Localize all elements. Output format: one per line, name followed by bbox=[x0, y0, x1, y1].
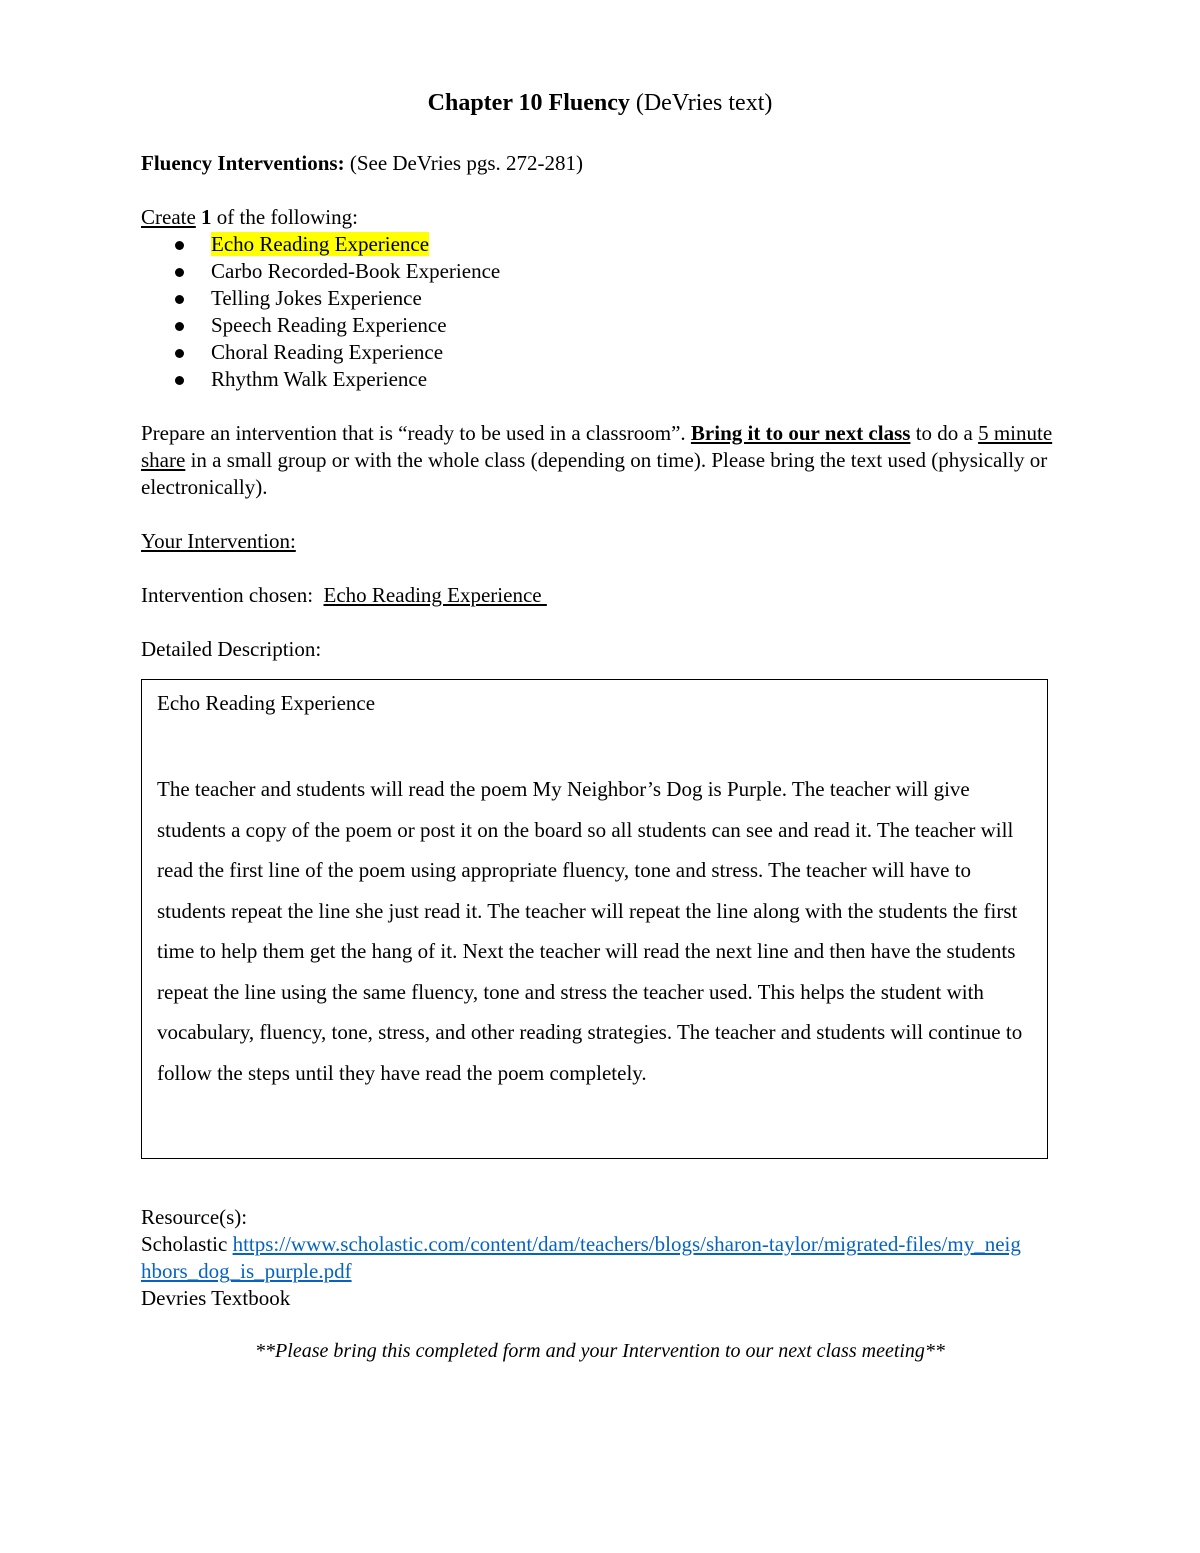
interventions-label: Fluency Interventions: bbox=[141, 151, 345, 175]
options-list bbox=[141, 231, 1061, 393]
description-box bbox=[141, 679, 1048, 1159]
title-rest: (DeVries text) bbox=[629, 90, 773, 116]
create-line bbox=[141, 204, 1061, 231]
list-item bbox=[141, 285, 1061, 312]
instructions-part2: to do a bbox=[910, 421, 979, 445]
footer-note: **Please bring this completed form and your Intervention to our next class meeting** bbox=[255, 1340, 945, 1362]
resources-label: Resource(s): bbox=[141, 1205, 248, 1229]
instructions-share: 5 minute share bbox=[141, 421, 1053, 472]
interventions-note: (See DeVries pgs. 272-281) bbox=[344, 151, 584, 175]
resources-section bbox=[141, 1204, 1061, 1312]
bullet-icon bbox=[175, 376, 184, 385]
your-intervention-label: Your Intervention: bbox=[141, 529, 296, 553]
bullet-icon bbox=[175, 295, 184, 304]
intervention-chosen-line bbox=[141, 582, 1061, 609]
bullet-icon bbox=[175, 322, 184, 331]
create-number: 1 bbox=[201, 205, 212, 229]
instructions-part1: Prepare an intervention that is “ready to be used in a classroom”. bbox=[141, 421, 691, 445]
list-item bbox=[141, 312, 1061, 339]
description-title: Echo Reading Experience bbox=[157, 691, 376, 715]
resource-scholastic-name: Scholastic bbox=[141, 1232, 233, 1256]
your-intervention-heading bbox=[141, 528, 1061, 555]
description-body: The teacher and students will read the poem My Neighbor’s Dog is Purple. The teacher will give students a copy of the poem or post it on the board so all students can see and read it. The teacher will read the first line of the poem using appropriate fluency, tone and stress. The teacher will have to students repeat the line she just read it. The teacher will repeat the line along with the students the first time to help them get the hang of it. Next the teacher will read the next line and then have the students repeat the line using the same fluency, tone and stress the teacher used. This helps the student with vocabulary, fluency, tone, stress, and other reading strategies. The teacher and students will continue to follow the steps until they have read the poem completely. bbox=[157, 777, 1023, 1085]
bullet-icon bbox=[175, 268, 184, 277]
option-label: Telling Jokes Experience bbox=[211, 286, 422, 310]
resource-scholastic bbox=[141, 1231, 1021, 1285]
instructions-part3: in a small group or with the whole class (depending on time). Please bring the text used (physically or electronically). bbox=[141, 448, 1048, 499]
option-label: Speech Reading Experience bbox=[211, 313, 447, 337]
title-bold: Chapter 10 Fluency bbox=[427, 90, 630, 116]
list-item bbox=[141, 231, 1061, 258]
list-item bbox=[141, 258, 1061, 285]
instructions-paragraph bbox=[141, 420, 1056, 501]
create-section bbox=[141, 204, 1061, 393]
create-rest: of the following: bbox=[211, 205, 358, 229]
chosen-value: Echo Reading Experience bbox=[323, 583, 547, 607]
detailed-label: Detailed Description: bbox=[141, 637, 322, 661]
bullet-icon bbox=[175, 349, 184, 358]
detailed-description-label bbox=[141, 636, 1061, 663]
bullet-icon bbox=[175, 241, 184, 250]
interventions-heading bbox=[141, 150, 1061, 177]
option-label: Choral Reading Experience bbox=[211, 340, 444, 364]
option-label-highlighted: Echo Reading Experience bbox=[211, 232, 430, 256]
resource-devries: Devries Textbook bbox=[141, 1286, 291, 1310]
instructions-bold: Bring it to our next class bbox=[690, 421, 911, 445]
chosen-label: Intervention chosen: bbox=[141, 583, 324, 607]
resource-scholastic-link[interactable]: https://www.scholastic.com/content/dam/teachers/blogs/sharon-taylor/migrated-files/my_neighbors_dog_is_purple.pdf bbox=[141, 1232, 1021, 1283]
page-title bbox=[0, 88, 1200, 118]
option-label: Carbo Recorded-Book Experience bbox=[211, 259, 501, 283]
create-word: Create bbox=[141, 205, 196, 229]
list-item bbox=[141, 366, 1061, 393]
list-item bbox=[141, 339, 1061, 366]
option-label: Rhythm Walk Experience bbox=[211, 367, 428, 391]
